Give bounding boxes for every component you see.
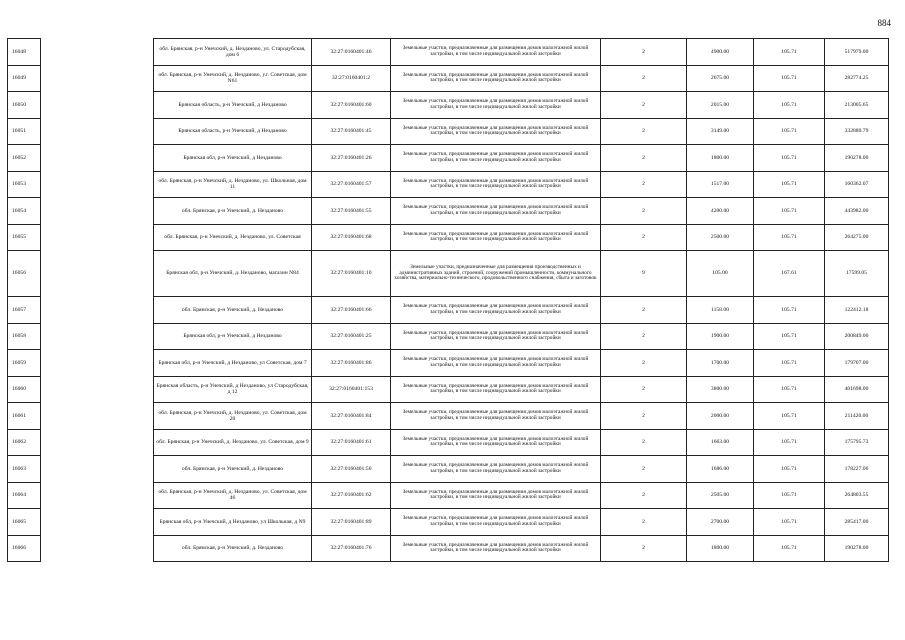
cadastral-number-cell: 32:27:0160401:153: [312, 376, 391, 403]
group-cell: 9: [601, 251, 687, 297]
land-use-cell: Земельные участки, предназначенные для размещения домов малоэтажной жилой застройки, в том числе индивидуальной жилой застройки: [391, 65, 601, 92]
row-id-cell: 16057: [8, 297, 41, 324]
cadastral-number-cell: 32:27:0160401:10: [312, 251, 391, 297]
cadastral-value-cell: 282774.25: [825, 65, 889, 92]
table-row: [8, 509, 889, 536]
rate-cell: 105.71: [754, 145, 825, 172]
land-use-cell: Земельные участки, предназначенные для размещения домов малоэтажной жилой застройки, в том числе индивидуальной жилой застройки: [391, 535, 601, 562]
land-use-cell: Земельные участки, предназначенные для размещения домов малоэтажной жилой застройки, в том числе индивидуальной жилой застройки: [391, 376, 601, 403]
rate-cell: 105.71: [754, 65, 825, 92]
column-gap: [41, 92, 154, 119]
cadastral-number-cell: 32:27:0160401:57: [312, 171, 391, 198]
row-id-cell: 16051: [8, 118, 41, 145]
address-cell: обл. Брянская, р-н Унечский, д. Незданово, ул. Советская: [154, 224, 312, 251]
cadastral-number-cell: 32:27:0160401:76: [312, 535, 391, 562]
cadastral-number-cell: 32:27:0160401:50: [312, 456, 391, 483]
row-id-cell: 16053: [8, 171, 41, 198]
cadastral-number-cell: 32:27:0160401:61: [312, 429, 391, 456]
row-id-cell: 16065: [8, 509, 41, 536]
area-cell: 2015.00: [687, 92, 754, 119]
land-use-cell: Земельные участки, предназначенные для размещения домов малоэтажной жилой застройки, в том числе индивидуальной жилой застройки: [391, 171, 601, 198]
address-cell: обл. Брянская, р-н Унечский, д. Незданово, ул. Советская, дом 46: [154, 482, 312, 509]
area-cell: 1663.00: [687, 429, 754, 456]
group-cell: 2: [601, 297, 687, 324]
rate-cell: 167.61: [754, 251, 825, 297]
area-cell: 1517.00: [687, 171, 754, 198]
group-cell: 2: [601, 118, 687, 145]
group-cell: 2: [601, 323, 687, 350]
row-id-cell: 16066: [8, 535, 41, 562]
column-gap: [41, 297, 154, 324]
area-cell: 2500.00: [687, 224, 754, 251]
rate-cell: 105.71: [754, 297, 825, 324]
land-use-cell: Земельные участки, предназначенные для размещения домов малоэтажной жилой застройки, в том числе индивидуальной жилой застройки: [391, 118, 601, 145]
cadastral-number-cell: 32:27:0160401:45: [312, 118, 391, 145]
row-id-cell: 16056: [8, 251, 41, 297]
area-cell: 4900.00: [687, 39, 754, 66]
page-number: 884: [877, 18, 891, 28]
table-body: [8, 39, 889, 562]
group-cell: 2: [601, 535, 687, 562]
group-cell: 2: [601, 403, 687, 430]
cadastral-number-cell: 32:27:0160401:62: [312, 482, 391, 509]
column-gap: [41, 376, 154, 403]
cadastral-number-cell: 32:27:0160401:55: [312, 198, 391, 225]
cadastral-value-cell: 213005.65: [825, 92, 889, 119]
rate-cell: 105.71: [754, 39, 825, 66]
rate-cell: 105.71: [754, 509, 825, 536]
rate-cell: 105.71: [754, 376, 825, 403]
row-id-cell: 16064: [8, 482, 41, 509]
land-use-cell: Земельные участки, предназначенные для размещения домов малоэтажной жилой застройки, в том числе индивидуальной жилой застройки: [391, 482, 601, 509]
land-use-cell: Земельные участки, предназначенные для размещения производственных и административных зданий, строений, сооружений промышленности, коммунального хозяйства, материально-технического, продовольственного снабжения, сбыта и заготовок: [391, 251, 601, 297]
cadastral-number-cell: 32:27:0160401:68: [312, 224, 391, 251]
address-cell: Брянская область, р-н Унечский, д Незданово: [154, 118, 312, 145]
cadastral-number-cell: 32:27:0160401:66: [312, 297, 391, 324]
cadastral-number-cell: 32:27:0160401:2: [312, 65, 391, 92]
land-use-cell: Земельные участки, предназначенные для размещения домов малоэтажной жилой застройки, в том числе индивидуальной жилой застройки: [391, 145, 601, 172]
address-cell: обл. Брянская, р-н Унечский, д. Незданово, ул. Стародубская, дом 6: [154, 39, 312, 66]
area-cell: 4200.00: [687, 198, 754, 225]
address-cell: обл. Брянская, р-н Унечский, д. Незданово, ул. Школьная, дом 11: [154, 171, 312, 198]
rate-cell: 105.71: [754, 456, 825, 483]
area-cell: 3800.00: [687, 376, 754, 403]
land-use-cell: Земельные участки, предназначенные для размещения домов малоэтажной жилой застройки, в том числе индивидуальной жилой застройки: [391, 198, 601, 225]
row-id-cell: 16060: [8, 376, 41, 403]
rate-cell: 105.71: [754, 482, 825, 509]
table-row: [8, 350, 889, 377]
column-gap: [41, 224, 154, 251]
cadastral-value-cell: 211420.00: [825, 403, 889, 430]
area-cell: 1158.00: [687, 297, 754, 324]
cadastral-number-cell: 32:27:0160401:84: [312, 403, 391, 430]
cadastral-value-cell: 332880.79: [825, 118, 889, 145]
row-id-cell: 16049: [8, 65, 41, 92]
address-cell: Брянская обл, р-н Унечский, д Незданово, ул Советская, дом 7: [154, 350, 312, 377]
land-use-cell: Земельные участки, предназначенные для размещения домов малоэтажной жилой застройки, в том числе индивидуальной жилой застройки: [391, 456, 601, 483]
row-id-cell: 16052: [8, 145, 41, 172]
row-id-cell: 16059: [8, 350, 41, 377]
address-cell: обл. Брянская, р-н Унечский, д. Незданово, ул. Советская, дом 20: [154, 403, 312, 430]
row-id-cell: 16054: [8, 198, 41, 225]
column-gap: [41, 403, 154, 430]
area-cell: 1800.00: [687, 145, 754, 172]
cadastral-value-cell: 264275.00: [825, 224, 889, 251]
area-cell: 1700.00: [687, 350, 754, 377]
table-row: [8, 118, 889, 145]
cadastral-value-cell: 264803.55: [825, 482, 889, 509]
column-gap: [41, 429, 154, 456]
group-cell: 2: [601, 224, 687, 251]
cadastral-value-cell: 285417.00: [825, 509, 889, 536]
group-cell: 2: [601, 92, 687, 119]
address-cell: обл. Брянская, р-н Унечский, д. Незданово: [154, 297, 312, 324]
area-cell: 3149.00: [687, 118, 754, 145]
row-id-cell: 16048: [8, 39, 41, 66]
column-gap: [41, 145, 154, 172]
group-cell: 2: [601, 39, 687, 66]
rate-cell: 105.71: [754, 171, 825, 198]
table-row: [8, 39, 889, 66]
cadastral-number-cell: 32:27:0160401:89: [312, 509, 391, 536]
cadastral-number-cell: 32:27:0160401:86: [312, 350, 391, 377]
cadastral-value-cell: 443982.00: [825, 198, 889, 225]
land-use-cell: Земельные участки, предназначенные для размещения домов малоэтажной жилой застройки, в том числе индивидуальной жилой застройки: [391, 297, 601, 324]
table-row: [8, 224, 889, 251]
row-id-cell: 16061: [8, 403, 41, 430]
table-row: [8, 403, 889, 430]
area-cell: 2700.00: [687, 509, 754, 536]
land-use-cell: Земельные участки, предназначенные для размещения домов малоэтажной жилой застройки, в том числе индивидуальной жилой застройки: [391, 403, 601, 430]
table-row: [8, 198, 889, 225]
column-gap: [41, 171, 154, 198]
address-cell: обл. Брянская, р-н Унечский, д. Незданово: [154, 198, 312, 225]
cadastral-value-cell: 178227.06: [825, 456, 889, 483]
column-gap: [41, 350, 154, 377]
table-row: [8, 482, 889, 509]
land-registry-table: [7, 38, 889, 562]
address-cell: Брянская обл, р-н Унечский, д Незданово: [154, 145, 312, 172]
address-cell: Брянская обл, р-н Унечский, д. Незданово, магазин N84: [154, 251, 312, 297]
table-row: [8, 323, 889, 350]
group-cell: 2: [601, 171, 687, 198]
cadastral-number-cell: 32:27:0160401:25: [312, 323, 391, 350]
column-gap: [41, 509, 154, 536]
area-cell: 1686.00: [687, 456, 754, 483]
address-cell: обл. Брянская, р-н Унечский, д. Незданово, ул. Советская, дом 9: [154, 429, 312, 456]
address-cell: обл. Брянская, р-н Унечский, д. Незданово: [154, 535, 312, 562]
column-gap: [41, 198, 154, 225]
area-cell: 1800.00: [687, 535, 754, 562]
group-cell: 2: [601, 509, 687, 536]
table-row: [8, 456, 889, 483]
row-id-cell: 16062: [8, 429, 41, 456]
address-cell: Брянская область, р-н Унечский, д Незданово, ул Стародубская, д 12: [154, 376, 312, 403]
group-cell: 2: [601, 145, 687, 172]
land-use-cell: Земельные участки, предназначенные для размещения домов малоэтажной жилой застройки, в том числе индивидуальной жилой застройки: [391, 350, 601, 377]
column-gap: [41, 456, 154, 483]
group-cell: 2: [601, 456, 687, 483]
cadastral-number-cell: 32:27:0160401:26: [312, 145, 391, 172]
rate-cell: 105.71: [754, 403, 825, 430]
land-use-cell: Земельные участки, предназначенные для размещения домов малоэтажной жилой застройки, в том числе индивидуальной жилой застройки: [391, 509, 601, 536]
cadastral-value-cell: 179707.00: [825, 350, 889, 377]
column-gap: [41, 39, 154, 66]
table-row: [8, 145, 889, 172]
cadastral-value-cell: 401698.00: [825, 376, 889, 403]
column-gap: [41, 118, 154, 145]
rate-cell: 105.71: [754, 323, 825, 350]
group-cell: 2: [601, 65, 687, 92]
land-use-cell: Земельные участки, предназначенные для размещения домов малоэтажной жилой застройки, в том числе индивидуальной жилой застройки: [391, 92, 601, 119]
rate-cell: 105.71: [754, 224, 825, 251]
rate-cell: 105.71: [754, 118, 825, 145]
rate-cell: 105.71: [754, 350, 825, 377]
cadastral-value-cell: 517979.00: [825, 39, 889, 66]
area-cell: 2505.00: [687, 482, 754, 509]
column-gap: [41, 535, 154, 562]
area-cell: 1900.00: [687, 323, 754, 350]
group-cell: 2: [601, 198, 687, 225]
column-gap: [41, 251, 154, 297]
cadastral-number-cell: 32:27:0160401:60: [312, 92, 391, 119]
column-gap: [41, 65, 154, 92]
cadastral-value-cell: 190278.00: [825, 535, 889, 562]
land-use-cell: Земельные участки, предназначенные для размещения домов малоэтажной жилой застройки, в том числе индивидуальной жилой застройки: [391, 224, 601, 251]
row-id-cell: 16058: [8, 323, 41, 350]
cadastral-value-cell: 122412.18: [825, 297, 889, 324]
rate-cell: 105.71: [754, 198, 825, 225]
cadastral-value-cell: 175795.73: [825, 429, 889, 456]
table-row: [8, 92, 889, 119]
table-row: [8, 297, 889, 324]
table-row: [8, 429, 889, 456]
area-cell: 105.00: [687, 251, 754, 297]
address-cell: Брянская обл, р-н Унечский, д Незданово: [154, 323, 312, 350]
row-id-cell: 16063: [8, 456, 41, 483]
cadastral-value-cell: 190278.00: [825, 145, 889, 172]
area-cell: 2675.00: [687, 65, 754, 92]
address-cell: Брянская область, р-н Унечский, д Незданово: [154, 92, 312, 119]
row-id-cell: 16050: [8, 92, 41, 119]
group-cell: 2: [601, 429, 687, 456]
table-row: [8, 376, 889, 403]
address-cell: обл. Брянская, р-н Унечский, д. Незданово, у.г. Советская, дом N61: [154, 65, 312, 92]
land-use-cell: Земельные участки, предназначенные для размещения домов малоэтажной жилой застройки, в том числе индивидуальной жилой застройки: [391, 39, 601, 66]
rate-cell: 105.71: [754, 92, 825, 119]
group-cell: 2: [601, 350, 687, 377]
address-cell: обл. Брянская, р-н Унечский, д. Незданово: [154, 456, 312, 483]
column-gap: [41, 482, 154, 509]
rate-cell: 105.71: [754, 535, 825, 562]
table-row: [8, 65, 889, 92]
address-cell: Брянская обл, р-н Унечский, д Незданово, ул Школьная, д N9: [154, 509, 312, 536]
cadastral-value-cell: 200849.00: [825, 323, 889, 350]
land-use-cell: Земельные участки, предназначенные для размещения домов малоэтажной жилой застройки, в том числе индивидуальной жилой застройки: [391, 323, 601, 350]
table-row: [8, 171, 889, 198]
table-row: [8, 535, 889, 562]
group-cell: 2: [601, 482, 687, 509]
rate-cell: 105.71: [754, 429, 825, 456]
cadastral-value-cell: 160362.07: [825, 171, 889, 198]
cadastral-number-cell: 32:27:0160401:46: [312, 39, 391, 66]
row-id-cell: 16055: [8, 224, 41, 251]
cadastral-value-cell: 17599.05: [825, 251, 889, 297]
column-gap: [41, 323, 154, 350]
table-row: [8, 251, 889, 297]
land-use-cell: Земельные участки, предназначенные для размещения домов малоэтажной жилой застройки, в том числе индивидуальной жилой застройки: [391, 429, 601, 456]
group-cell: 2: [601, 376, 687, 403]
area-cell: 2000.00: [687, 403, 754, 430]
